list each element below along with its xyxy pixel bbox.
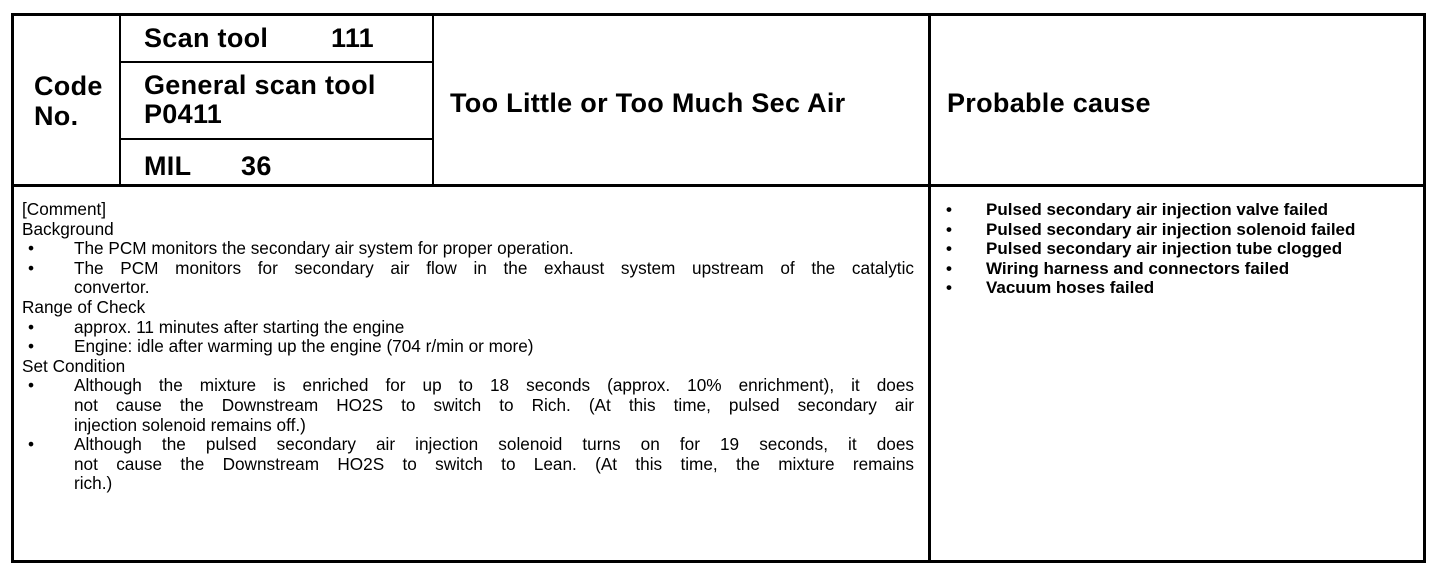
general-scan-tool-label: General scan tool: [144, 70, 376, 100]
scan-tool-value: 111: [331, 23, 374, 53]
comment-section: [22, 200, 914, 494]
bullet-icon: •: [946, 200, 952, 219]
probable-cause-text: Pulsed secondary air injection tube clogged: [986, 239, 1343, 259]
background-bullets: [22, 239, 914, 298]
bullet-icon: •: [946, 239, 952, 259]
general-scan-tool-value: P0411: [144, 99, 223, 129]
divider-code-col: [119, 16, 121, 185]
divider-scan-tool: [119, 61, 434, 63]
diagnostic-table: [11, 13, 1426, 563]
bullet-line: Engine: idle after warming up the engine (704 r/min or more): [74, 336, 534, 357]
dtc-title: Too Little or Too Much Sec Air: [450, 88, 846, 118]
bullet-icon: •: [28, 375, 35, 396]
bullet-line: not cause the Downstream HO2S to switch to Lean. (At this time, the mixture remains: [74, 453, 914, 474]
bullet-item: [22, 318, 914, 338]
bullet-line: Although the mixture is enriched for up to 18 seconds (approx. 10% enrichment), it does: [74, 375, 914, 396]
bullet-item: [22, 337, 914, 357]
bullet-line: not cause the Downstream HO2S to switch to Rich. (At this time, pulsed secondary air: [74, 394, 914, 415]
divider-general-tool: [119, 138, 434, 140]
set-condition-heading: Set Condition: [22, 355, 126, 376]
bullet-item: [22, 239, 914, 259]
probable-cause-item: [942, 278, 1420, 298]
probable-cause-text: Pulsed secondary air injection valve failed: [986, 200, 1329, 219]
range-heading: Range of Check: [22, 296, 146, 317]
probable-cause-heading: Probable cause: [947, 88, 1151, 118]
bullet-icon: •: [28, 336, 35, 357]
background-heading: Background: [22, 218, 114, 239]
probable-cause-text: Pulsed secondary air injection solenoid failed: [986, 219, 1356, 239]
bullet-item: [22, 435, 914, 494]
probable-cause-item: [942, 200, 1420, 220]
comment-label: [Comment]: [22, 199, 107, 219]
probable-cause-item: [942, 239, 1420, 259]
probable-cause-text: Wiring harness and connectors failed: [986, 258, 1290, 278]
code-no-line2: No.: [34, 101, 79, 131]
scan-tool-label: Scan tool: [144, 23, 269, 53]
bullet-line: convertor.: [74, 277, 150, 298]
probable-cause-item: [942, 220, 1420, 240]
divider-cause-col: [928, 16, 931, 563]
bullet-line: rich.): [74, 473, 113, 494]
range-bullets: [22, 318, 914, 357]
bullet-line: The PCM monitors the secondary air system for proper operation.: [74, 238, 574, 259]
bullet-line: approx. 11 minutes after starting the engine: [74, 316, 405, 337]
bullet-icon: •: [28, 434, 35, 455]
scan-tool-cell: [144, 23, 374, 53]
bullet-item: [22, 259, 914, 298]
bullet-icon: •: [946, 278, 952, 298]
probable-cause-list: [942, 200, 1420, 298]
divider-tool-col: [432, 16, 434, 185]
bullet-icon: •: [28, 238, 35, 259]
mil-cell: [144, 151, 272, 181]
bullet-icon: •: [946, 258, 952, 278]
mil-value: 36: [241, 151, 272, 181]
probable-cause-item: [942, 259, 1420, 279]
bullet-icon: •: [946, 219, 952, 239]
code-no-line1: Code: [34, 71, 103, 101]
bullet-icon: •: [28, 316, 35, 337]
bullet-icon: •: [28, 257, 35, 278]
bullet-line: injection solenoid remains off.): [74, 414, 306, 435]
code-no-heading: [34, 71, 103, 131]
bullet-line: Although the pulsed secondary air injection solenoid turns on for 19 seconds, it does: [74, 434, 914, 455]
divider-header-body: [14, 184, 1426, 187]
bullet-item: [22, 376, 914, 435]
bullet-line: The PCM monitors for secondary air flow in the exhaust system upstream of the catalytic: [74, 257, 914, 278]
set-condition-bullets: [22, 376, 914, 494]
probable-cause-text: Vacuum hoses failed: [986, 278, 1155, 298]
general-scan-tool-cell: [144, 71, 376, 129]
mil-label: MIL: [144, 151, 192, 181]
